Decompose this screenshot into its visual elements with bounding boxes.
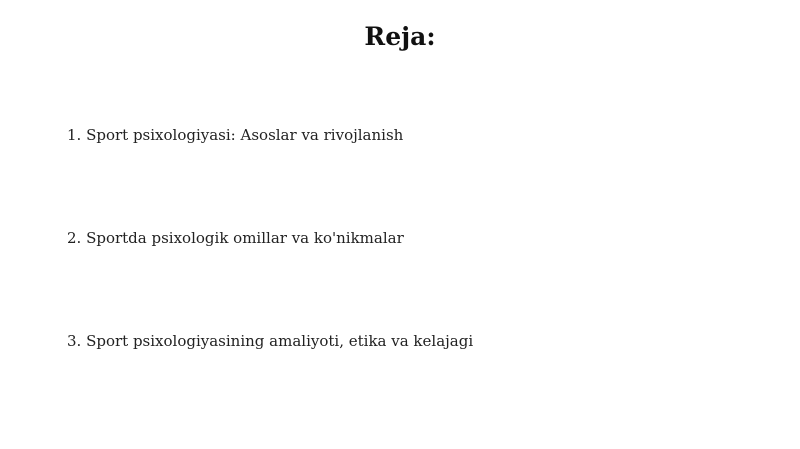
slide-title: Reja: <box>364 22 436 51</box>
plan-item-2: 2. Sportda psixologik omillar va ko'nikmalar <box>67 229 404 247</box>
plan-item-1: 1. Sport psixologiyasi: Asoslar va rivojlanish <box>67 126 404 144</box>
plan-item-3: 3. Sport psixologiyasining amaliyoti, etika va kelajagi <box>67 332 474 350</box>
